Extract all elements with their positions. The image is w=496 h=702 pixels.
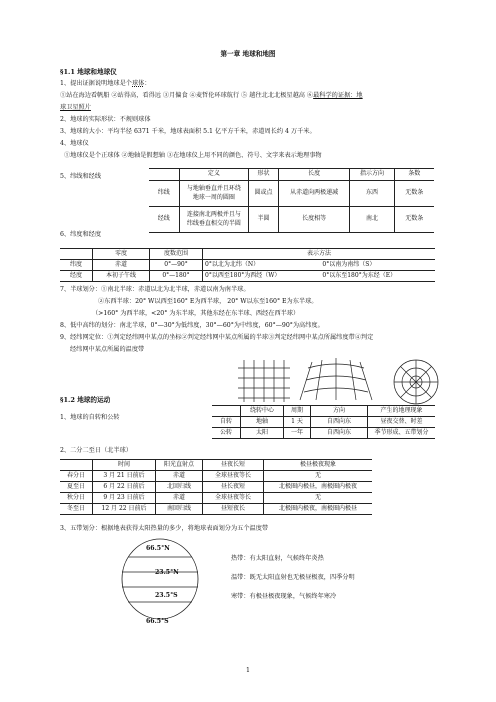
graticule-diagrams — [236, 356, 456, 408]
table-cell: 太阳 — [241, 428, 284, 439]
table-row — [60, 482, 372, 493]
table-cell: 3 月 21 日前后 — [93, 471, 156, 482]
table-cell: 0°以北为北纬（N） — [203, 260, 321, 271]
graticule-polar-icon — [394, 360, 438, 404]
zone-latitude-label: 23.5°S — [155, 592, 178, 599]
section-heading-1-2: §1.2 地球的运动 — [60, 396, 111, 404]
solstice-table-header — [60, 460, 372, 471]
question-7-c: （>160° 为西半球，<20° 为东半球，其他东经在东半球、西经在西半球） — [92, 310, 300, 317]
solstice-table-header-cell: 极昼极夜现象 — [264, 460, 373, 471]
table-row — [60, 471, 372, 482]
table-cell: 经线 — [149, 207, 179, 233]
motion-table-corner — [212, 406, 241, 417]
solstice-table-header-cell: 时间 — [93, 460, 156, 471]
table-cell: 秋分日 — [60, 493, 93, 504]
table-cell: 一年 — [284, 428, 311, 439]
question-1 — [60, 80, 151, 88]
question-8: 8、低中高纬的划分：南北半球，0°—30°为低纬度，30°—60°为中纬度，60°—90°为高纬度。 — [60, 322, 324, 329]
lines-table — [149, 168, 434, 233]
degree-table — [60, 248, 435, 282]
table-cell: 从赤道向两极递减 — [278, 181, 350, 207]
question-2: 2、地球的实际形状：不规则球体 — [60, 116, 151, 123]
table-cell: 东西 — [350, 181, 394, 207]
table-row — [212, 428, 435, 439]
cell-line: 地球一周的圆圈 — [192, 193, 235, 201]
degree-table-corner — [60, 249, 93, 260]
lines-table-header-cell: 长度 — [278, 169, 350, 181]
table-cell: 昼长夜短 — [203, 482, 264, 493]
table-cell: 12 月 22 日前后 — [93, 504, 156, 515]
table-row — [212, 417, 435, 428]
solstice-table — [60, 459, 372, 515]
degree-table-header-cell: 表示方法 — [203, 249, 436, 260]
lines-table-header-cell: 定义 — [179, 169, 249, 181]
table-cell: 昼短夜长 — [203, 504, 264, 515]
solstice-table-header-cell: 昼夜长短 — [203, 460, 264, 471]
table-row — [149, 181, 434, 207]
section-1-2-question-3: 3、五带划分：根据地表获得太阳热量的多少，将地球表面划分为五个温度带 — [60, 525, 269, 532]
question-1-evidence-b: 最科学的证据：地 — [313, 92, 363, 99]
table-cell: 无数条 — [394, 207, 434, 233]
section-heading-1-1: §1.1 地球和地球仪 — [60, 68, 117, 76]
table-row — [60, 493, 372, 504]
table-cell: 长度相等 — [278, 207, 350, 233]
section-1-2-question-1: 1、地球的自转和公转 — [60, 414, 120, 421]
table-cell: 0°以西至180°为西经（W） — [203, 271, 321, 282]
table-row — [60, 504, 372, 515]
table-cell: 北极圈内极夜，南极圈内极昼 — [264, 504, 373, 515]
table-cell: 经度 — [60, 271, 93, 282]
motion-table-header-cell: 周期 — [284, 406, 311, 417]
table-cell: 冬至日 — [60, 504, 93, 515]
question-1-evidence-c: 球卫星照片 — [60, 104, 91, 111]
lines-table-header-cell: 指示方向 — [350, 169, 394, 181]
motion-table-header-cell: 绕转中心 — [241, 406, 284, 417]
table-cell: 圆或点 — [249, 181, 279, 207]
question-4-detail: ①地球仪是个正球体 ②地轴是假想轴 ③在地球仪上用不同的颜色、符号、文字来表示地理事物 — [64, 152, 322, 159]
question-9-a: 9、经纬网定位：①判定经纬网中某点的坐标②判定经纬网中某点所属的半球③判定经纬网中某点所属纬度带④判定 — [60, 334, 374, 341]
lines-table-header — [149, 169, 434, 181]
question-3: 3、地球的大小：平均半径 6371 千米，地球表面积 5.1 亿平方千米，赤道周长约 4 万千米。 — [60, 128, 316, 135]
table-row — [149, 207, 434, 233]
question-1-evidence-a: ①站在海边看帆船 ②站得高，看得远 ③月偏食 ④麦哲伦环球航行 ⑤ 越往北北北极星越高 ⑥ — [60, 92, 314, 99]
table-cell: 北回归线 — [156, 482, 203, 493]
table-cell: 9 月 23 日前后 — [93, 493, 156, 504]
cell-line: 与地轴垂直并且环绕 — [186, 185, 241, 193]
zone-latitude-label: 23.5°N — [155, 569, 179, 576]
question-1-tail: ： — [144, 80, 151, 87]
zone-latitude-label: 66.5°N — [146, 545, 170, 552]
table-cell: 南回归线 — [156, 504, 203, 515]
motion-table-header — [212, 406, 435, 417]
table-cell: 6 月 22 日前后 — [93, 482, 156, 493]
degree-table-header-cell: 度数范围 — [150, 249, 203, 260]
zone-note-tropical: 热带：有太阳直射，气候终年炎热 — [231, 555, 324, 562]
page-number: 1 — [246, 667, 250, 674]
degree-table-header-cell: 零度 — [93, 249, 150, 260]
cell-line: 连接南北两极并且与 — [186, 211, 241, 219]
table-cell: 公转 — [212, 428, 241, 439]
question-7-b: ②东西半球：20° W以西至160° E为西半球， 20° W以东至160° E为东半球。 — [98, 298, 318, 305]
question-1-key: 球体 — [132, 80, 145, 87]
solstice-table-header-cell: 阳光直射点 — [156, 460, 203, 471]
table-cell: 赤道 — [156, 493, 203, 504]
table-cell — [179, 207, 249, 233]
graticule-fan-icon — [300, 358, 372, 400]
table-cell: 夏至日 — [60, 482, 93, 493]
table-cell: 半圆 — [249, 207, 279, 233]
table-cell: 纬线 — [149, 181, 179, 207]
motion-table — [212, 405, 435, 439]
question-4: 4、地球仪 — [60, 140, 89, 147]
table-cell: 0°—180° — [150, 271, 203, 282]
table-cell: 赤道 — [156, 471, 203, 482]
solstice-table-corner — [60, 460, 93, 471]
table-cell: 全球昼夜等长 — [203, 493, 264, 504]
lines-table-header-cell: 形状 — [249, 169, 279, 181]
table-cell: 纬度 — [60, 260, 93, 271]
table-cell: 0°以东至180°为东经（E） — [320, 271, 435, 282]
section-1-2-question-2: 2、二分二至日（北半球） — [60, 447, 132, 454]
table-cell: 本初子午线 — [93, 271, 150, 282]
question-6: 6、纬度和经度 — [60, 231, 102, 238]
table-cell: 自西向东 — [311, 428, 368, 439]
table-cell: 春分日 — [60, 471, 93, 482]
table-row — [60, 260, 435, 271]
table-cell: 1 天 — [284, 417, 311, 428]
table-cell: 地轴 — [241, 417, 284, 428]
zone-note-frigid: 寒带：有极昼极夜现象，气候终年寒冷 — [231, 593, 337, 600]
question-1-label: 1、提出证据说明地球是个 — [60, 80, 132, 87]
table-cell: 自西向东 — [311, 417, 368, 428]
table-cell: 昼夜交替、时差 — [368, 417, 436, 428]
table-cell: 0°以南为南纬（S） — [320, 260, 435, 271]
zone-latitude-label: 66.5°S — [146, 618, 169, 625]
table-cell: 自转 — [212, 417, 241, 428]
zone-note-temperate: 温带：既无太阳直射也无极昼极夜，四季分明 — [231, 574, 355, 581]
motion-table-header-cell: 产生的地理现象 — [368, 406, 436, 417]
motion-table-header-cell: 方向 — [311, 406, 368, 417]
table-cell: 南北 — [350, 207, 394, 233]
degree-table-header — [60, 249, 435, 260]
graticule-grid-icon — [238, 360, 290, 402]
table-cell: 无 — [264, 471, 373, 482]
table-cell: 赤道 — [93, 260, 150, 271]
question-7-a: 7、半球划分：①南北半球：赤道以北为北半球，赤道以南为南半球。 — [60, 286, 250, 293]
cell-line: 纬线垂直相交的半圆 — [186, 219, 241, 227]
lines-table-header-cell: 条数 — [394, 169, 434, 181]
table-cell: 0°—90° — [150, 260, 203, 271]
question-1-evidence — [60, 92, 363, 100]
chapter-title: 第一章 地球和地图 — [220, 50, 276, 58]
table-cell: 全球昼夜等长 — [203, 471, 264, 482]
table-cell — [179, 181, 249, 207]
question-5: 5、纬线和经线 — [60, 173, 102, 180]
table-cell: 无 — [264, 493, 373, 504]
table-cell: 无数条 — [394, 181, 434, 207]
table-cell: 季节形成、五带划分 — [368, 428, 436, 439]
table-row — [60, 271, 435, 282]
table-cell: 北极圈内极昼，南极圈内极夜 — [264, 482, 373, 493]
question-9-b: 经纬网中某点所属的温度带 — [70, 346, 145, 353]
lines-table-corner — [149, 169, 179, 181]
